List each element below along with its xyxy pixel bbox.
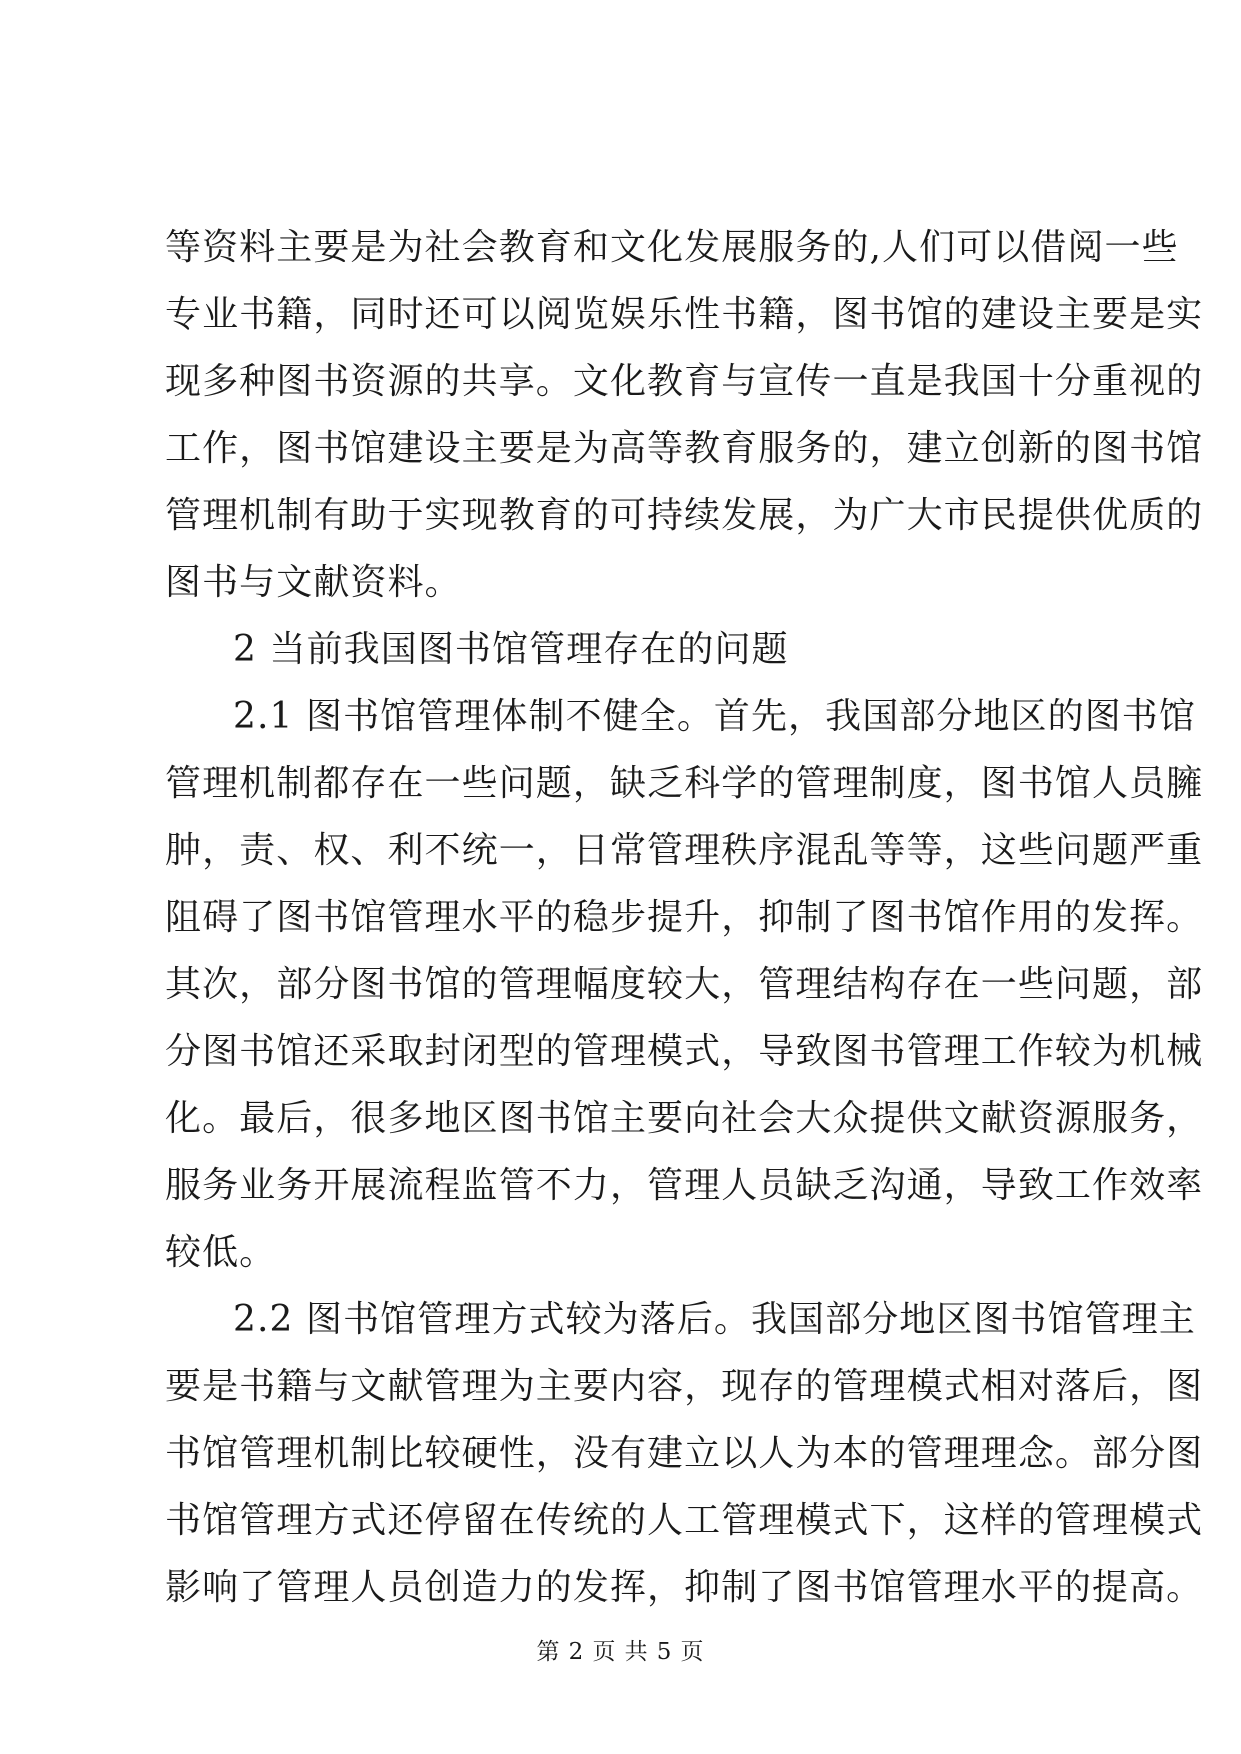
text-line: 肿，责、权、利不统一，日常管理秩序混乱等等，这些问题严重	[165, 830, 1204, 871]
text-line: 要是书籍与文献管理为主要内容，现存的管理模式相对落后，图	[165, 1366, 1204, 1407]
text-line: 书馆管理机制比较硬性，没有建立以人为本的管理理念。部分图	[165, 1433, 1204, 1474]
text-line: 其次，部分图书馆的管理幅度较大，管理结构存在一些问题，部	[165, 964, 1204, 1005]
text-line: 化。最后，很多地区图书馆主要向社会大众提供文献资源服务，	[165, 1098, 1204, 1139]
text-line: 较低。	[165, 1232, 277, 1273]
text-line: 等资料主要是为社会教育和文化发展服务的,人们可以借阅一些	[165, 227, 1179, 268]
document-body	[165, 227, 1204, 1637]
text-line: 服务业务开展流程监管不力，管理人员缺乏沟通，导致工作效率	[165, 1165, 1204, 1206]
paragraph-start-line: 2.2 图书馆管理方式较为落后。我国部分地区图书馆管理主	[233, 1299, 1196, 1340]
text-line: 分图书馆还采取封闭型的管理模式，导致图书管理工作较为机械	[165, 1031, 1204, 1072]
text-line: 专业书籍，同时还可以阅览娱乐性书籍，图书馆的建设主要是实	[165, 294, 1204, 335]
text-line: 影响了管理人员创造力的发挥，抑制了图书馆管理水平的提高。	[165, 1567, 1204, 1608]
text-line: 图书与文献资料。	[165, 562, 462, 603]
text-line: 管理机制都存在一些问题，缺乏科学的管理制度，图书馆人员臃	[165, 763, 1204, 804]
text-line: 管理机制有助于实现教育的可持续发展，为广大市民提供优质的	[165, 495, 1204, 536]
page-footer: 第 2 页 共 5 页	[536, 1639, 705, 1665]
text-line: 现多种图书资源的共享。文化教育与宣传一直是我国十分重视的	[165, 361, 1204, 402]
text-line: 工作，图书馆建设主要是为高等教育服务的，建立创新的图书馆	[165, 428, 1204, 469]
text-line: 阻碍了图书馆管理水平的稳步提升，抑制了图书馆作用的发挥。	[165, 897, 1204, 938]
paragraph-start-line: 2.1 图书馆管理体制不健全。首先，我国部分地区的图书馆	[233, 696, 1196, 737]
section-heading: 2 当前我国图书馆管理存在的问题	[233, 629, 789, 670]
text-line: 书馆管理方式还停留在传统的人工管理模式下，这样的管理模式	[165, 1500, 1204, 1541]
